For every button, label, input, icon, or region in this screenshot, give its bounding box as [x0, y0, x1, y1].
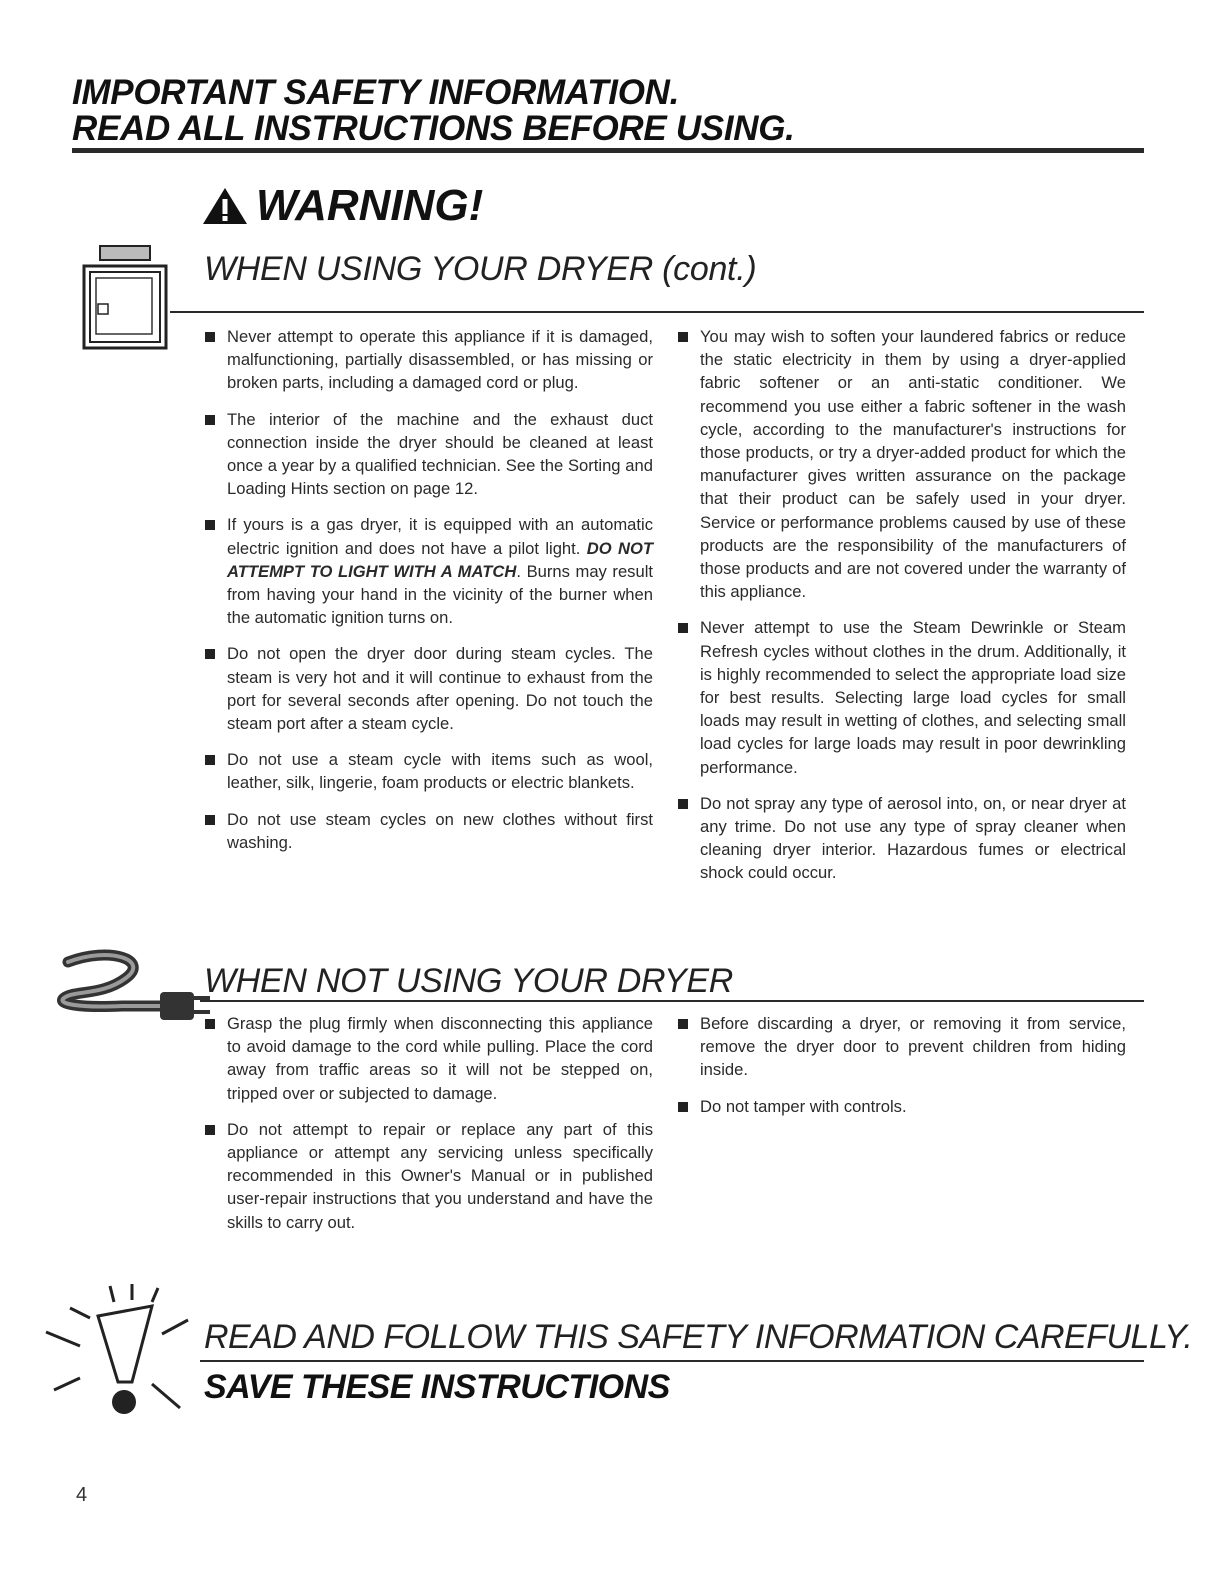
list-item: Do not open the dryer door during steam cycles. The steam is very hot and it will continue to exhaust from the port for several seconds after opening. Do not touch the steam port after a steam cycle. [205, 642, 653, 735]
header-title-line1: IMPORTANT SAFETY INFORMATION. [72, 73, 680, 112]
section-title-not-using: WHEN NOT USING YOUR DRYER [204, 962, 733, 1000]
list-item: The interior of the machine and the exhaust duct connection inside the dryer should be cleaned at least once a year by a qualified technician. See the Sorting and Loading Hints section on page 12. [205, 408, 653, 501]
bullet-icon [678, 799, 688, 809]
bullet-icon [205, 415, 215, 425]
list-item: Before discarding a dryer, or removing it from service, remove the dryer door to prevent children from hiding inside. [678, 1012, 1126, 1082]
list-item: You may wish to soften your laundered fabrics or reduce the static electricity in them by using a dryer-applied fabric softener or an anti-static conditioner. We recommend you use either a fabric softener in the wash cycle, according to the manufacturer's instructions for those products, or try a dryer-added product for which the manufacturer gives written assurance on the package that their product can be safely used in your dryer. Service or performance problems caused by use of these products are the responsibility of the manufacturers of those products and are not covered under the warranty of this appliance. [678, 325, 1126, 603]
page-number: 4 [76, 1484, 88, 1506]
bullet-icon [678, 1102, 688, 1112]
bullet-icon [205, 1019, 215, 1029]
power-plug-icon [50, 940, 220, 1036]
list-item: Do not attempt to repair or replace any part of this appliance or attempt any servicing unless specifically recommended in this Owner's Manual or in published user-repair instructions that you understand and have the skills to carry out. [205, 1118, 653, 1234]
list-item: Do not spray any type of aerosol into, on, or near dryer at any trime. Do not use any type of spray cleaner when cleaning dryer interior. Hazardous fumes or electrical shock could occur. [678, 792, 1126, 885]
section-title-using: WHEN USING YOUR DRYER (cont.) [204, 250, 757, 288]
section-rule-not-using [200, 1000, 1144, 1002]
list-item: Grasp the plug firmly when disconnecting this appliance to avoid damage to the cord while pulling. Place the cord away from traffic areas so it will not be stepped on, tripped over or subjected to damage. [205, 1012, 653, 1105]
list-item: Do not use a steam cycle with items such as wool, leather, silk, lingerie, foam products or electric blankets. [205, 748, 653, 794]
dryer-icon [82, 244, 170, 354]
match-warning-emphasis: DO NOT ATTEMPT TO LIGHT WITH A MATCH [227, 538, 654, 581]
warning-heading [200, 182, 483, 230]
section-rule-using [170, 311, 1144, 313]
bullet-icon [678, 1019, 688, 1029]
using-left-column [205, 325, 653, 854]
header-rule [72, 148, 1144, 153]
list-item: If yours is a gas dryer, it is equipped with an automatic electric ignition and does not have a pilot light. DO NOT ATTEMPT TO LIGHT WITH A MATCH. Burns may result from having your hand in the vicinity of the burner when the automatic ignition turns on. [205, 513, 653, 629]
bullet-icon [205, 815, 215, 825]
bullet-icon [678, 332, 688, 342]
footer-save-instructions: SAVE THESE INSTRUCTIONS [204, 1368, 670, 1406]
warning-title: WARNING! [256, 181, 484, 230]
bullet-icon [205, 1125, 215, 1135]
header-title-line2: READ ALL INSTRUCTIONS BEFORE USING. [72, 109, 795, 148]
list-item: Do not use steam cycles on new clothes without first washing. [205, 808, 653, 854]
attention-exclamation-icon [40, 1278, 200, 1428]
bullet-icon [205, 332, 215, 342]
list-item: Do not tamper with controls. [678, 1095, 1126, 1118]
bullet-icon [678, 623, 688, 633]
not-using-right-column [678, 1012, 1126, 1118]
footer-rule [200, 1360, 1144, 1362]
bullet-icon [205, 649, 215, 659]
warning-triangle-icon [200, 185, 250, 227]
list-item: Never attempt to operate this appliance if it is damaged, malfunctioning, partially disassembled, or has missing or broken parts, including a damaged cord or plug. [205, 325, 653, 395]
using-right-column [678, 325, 1126, 885]
footer-read-follow: READ AND FOLLOW THIS SAFETY INFORMATION CAREFULLY. [204, 1318, 1193, 1356]
bullet-icon [205, 520, 215, 530]
list-item: Never attempt to use the Steam Dewrinkle or Steam Refresh cycles without clothes in the drum. Additionally, it is highly recommended to select the appropriate load size for best results. Selecting large load cycles for small loads may result in wetting of clothes, and selecting small load cycles for large loads may result in poor dewrinkling performance. [678, 616, 1126, 778]
not-using-left-column [205, 1012, 653, 1234]
bullet-icon [205, 755, 215, 765]
